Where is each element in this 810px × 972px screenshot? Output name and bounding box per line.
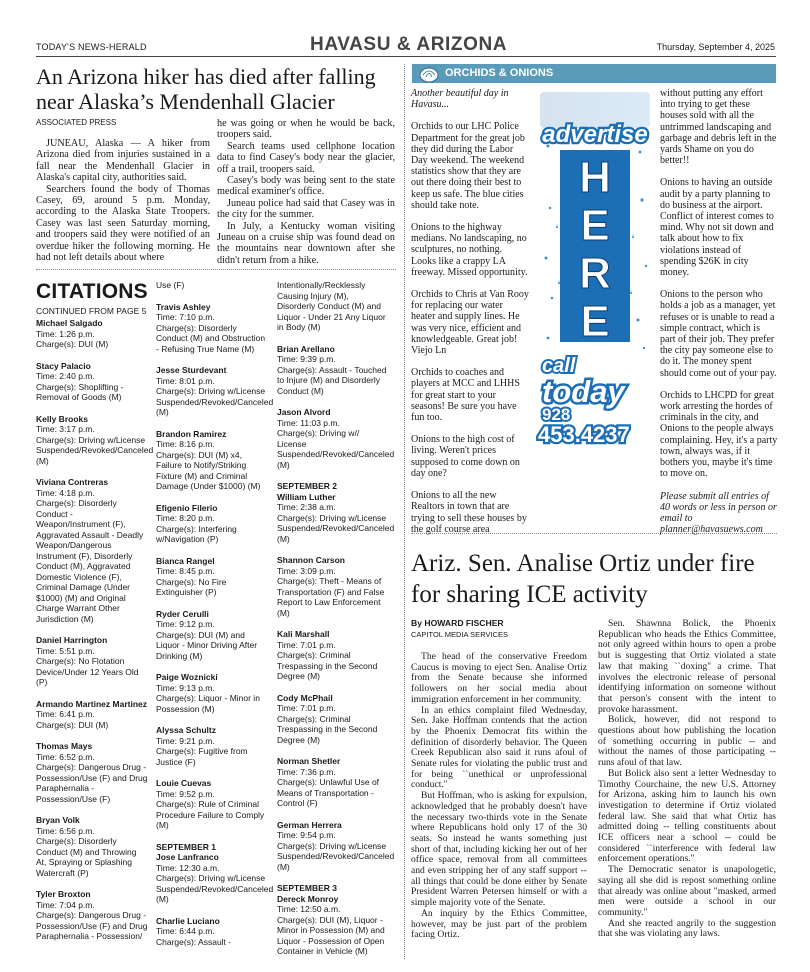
citation-entry bbox=[156, 503, 268, 545]
citation-time: Time: 7:01 p.m. bbox=[277, 703, 336, 713]
orchids-entry: Onions to all the new Realtors in town that are trying to sell these houses by the golf course area bbox=[411, 490, 527, 535]
citation-continued: Use (F) bbox=[156, 280, 185, 290]
citation-name: Dereck Monroy bbox=[277, 893, 339, 904]
ad-letter: E bbox=[580, 297, 610, 346]
citation-name: Bryan Volk bbox=[36, 815, 80, 825]
citation-name: Jose Lanfranco bbox=[156, 852, 219, 862]
citation-name: Brian Arellano bbox=[277, 343, 335, 354]
citation-entry bbox=[156, 429, 268, 492]
citation-name: Kelly Brooks bbox=[36, 413, 88, 424]
ortiz-column-2 bbox=[598, 619, 776, 940]
ortiz-source: CAPITOL MEDIA SERVICES bbox=[411, 630, 508, 639]
citation-charges: Charge(s): Driving w// License Suspended/Revoked/Canceled (M) bbox=[277, 428, 395, 470]
citation-entry bbox=[277, 756, 389, 809]
citation-time: Time: 6:52 p.m. bbox=[36, 751, 95, 762]
citation-charges: Charge(s): Driving w/License Suspended/Revoked/Canceled (M) bbox=[36, 434, 154, 466]
orchids-entry: Onions to the high cost of living. Weren't prices supposed to come down on day one? bbox=[411, 434, 520, 479]
citation-entry bbox=[277, 693, 389, 746]
citation-entry bbox=[36, 815, 148, 878]
citation-name: Jason Alvord bbox=[277, 407, 331, 417]
citation-time: Time: 7:10 p.m. bbox=[156, 312, 215, 322]
citation-name: Jesse Sturdevant bbox=[156, 365, 227, 375]
orchids-entry: Orchids to our LHC Police Department for the great job they did during the Labor Day weekend. The weekend statistics show that they are out there doing their best to keep us safe. The blue cities should take note. bbox=[411, 121, 525, 211]
section-divider bbox=[36, 269, 396, 270]
citation-name: Armando Martinez Martinez bbox=[36, 698, 147, 709]
ortiz-paragraph: In an ethics complaint filed Wednesday, Sen. Jake Hoffman contends that the action by the Phoenix Democrat fits within the definition of disorderly behavior. The Queen Creek Republican also said it runs afoul of Senate rules for violating the public trust and for being ``unethical or unprofessional conduct.'' bbox=[411, 704, 587, 791]
citation-entry bbox=[156, 916, 268, 948]
citation-name: Louie Cuevas bbox=[156, 778, 212, 788]
citation-charges: Charge(s): Driving w/License Suspended/Revoked/Canceled (M) bbox=[277, 512, 395, 544]
citation-time: Time: 8:16 p.m. bbox=[156, 439, 215, 449]
ad-phone-number: 453.4237 bbox=[538, 422, 630, 447]
citation-name: Thomas Mays bbox=[36, 741, 93, 751]
citation-charges: Charge(s): No Flotation Device/Under 12 Years Old (P) bbox=[36, 656, 139, 687]
citation-entry bbox=[156, 672, 268, 714]
citation-entry bbox=[277, 629, 389, 682]
citation-date-header: SEPTEMBER 1 bbox=[156, 841, 216, 852]
citation-entry bbox=[156, 556, 268, 598]
citation-time: Time: 12:50 a.m. bbox=[277, 904, 341, 914]
citation-time: Time: 2:38 a.m. bbox=[277, 502, 336, 512]
citation-entry bbox=[156, 365, 274, 418]
citation-entry bbox=[36, 413, 154, 467]
citation-charges: Charge(s): Assault - bbox=[156, 936, 232, 947]
citation-continued: Intentionally/Recklessly Causing Injury (M), Disorderly Conduct (M) and Liquor - Under 21 Any Liquor in Body (M) bbox=[277, 280, 386, 332]
citation-name: Efigenio Filerio bbox=[156, 502, 218, 513]
citation-entry bbox=[277, 555, 389, 618]
lead-headline[interactable]: An Arizona hiker has died after falling near Alaska’s Mendenhall Glacier bbox=[36, 64, 376, 114]
ad-letter: E bbox=[580, 201, 610, 250]
citation-name: Shannon Carson bbox=[277, 555, 346, 565]
citation-entry bbox=[36, 477, 148, 624]
ad-letter: R bbox=[579, 249, 611, 298]
citation-name: Daniel Harrington bbox=[36, 635, 108, 645]
citation-entry bbox=[277, 819, 395, 873]
orchids-entry: Orchids to LHCPD for great work arresting the hordes of criminals in the city, and Onions to the people always complaining. Hey, it's a party town, always was, if it bothers you, maybe it's time to move on. bbox=[660, 389, 778, 480]
citation-date-header: SEPTEMBER 2 bbox=[277, 481, 337, 491]
citation-time: Time: 7:36 p.m. bbox=[277, 766, 336, 777]
ortiz-paragraph: Sen. Shawnna Bolick, the Phoenix Republican who heads the Ethics Committee, not only agreed within hours to open a probe but is suggesting that Ortiz violated a state law that making ``doxing'' a crime. That involves the electronic release of personal identifying information on someone without that person's consent with the intent to provoke harassment. bbox=[598, 618, 776, 715]
orchids-entry: Orchids to Chris at Van Rooy for replacing our water heater and supply lines. He was very nice, efficient and knowledgeable. Great job! Viejo Ln bbox=[411, 289, 529, 357]
citations-continued: CONTINUED FROM PAGE 5 bbox=[36, 306, 147, 316]
citation-time: Time: 8:01 p.m. bbox=[156, 375, 215, 386]
citation-entry bbox=[277, 344, 389, 397]
orchids-intro: Another beautiful day in Havasu... bbox=[411, 88, 509, 111]
orchids-column-3 bbox=[660, 88, 778, 546]
citation-date-header: SEPTEMBER 3 bbox=[277, 883, 337, 893]
citations-column-1 bbox=[36, 318, 154, 953]
ad-letter: H bbox=[579, 153, 611, 202]
citation-time: Time: 6:56 p.m. bbox=[36, 825, 95, 836]
lead-paragraph: Juneau police had said that Casey was in the city for the summer. bbox=[217, 197, 395, 221]
orchids-entry: Orchids to coaches and players at MCC and LHHS for great start to your seasons! Be sure you have fun too. bbox=[411, 367, 520, 424]
citation-charges: Charge(s): Assault - Touched to Injure (M) and Disorderly Conduct (M) bbox=[277, 364, 387, 396]
citation-time: Time: 9:12 p.m. bbox=[156, 619, 215, 629]
citation-name: Cody McPhail bbox=[277, 692, 333, 703]
lead-byline: ASSOCIATED PRESS bbox=[36, 118, 117, 127]
citation-entry bbox=[156, 841, 274, 905]
ad-word-advertise: advertise bbox=[542, 121, 648, 148]
citation-name: Charlie Luciano bbox=[156, 915, 220, 926]
citation-time: Time: 2:40 p.m. bbox=[36, 371, 95, 381]
citation-name: Viviana Contreras bbox=[36, 477, 109, 487]
citation-time: Time: 6:41 p.m. bbox=[36, 709, 95, 719]
citation-charges: Charge(s): Fugitive from Justice (F) bbox=[156, 746, 248, 767]
citation-time: Time: 9:39 p.m. bbox=[277, 354, 336, 364]
citation-entry bbox=[277, 883, 389, 957]
ortiz-headline[interactable]: Ariz. Sen. Analise Ortiz under fire for sharing ICE activity bbox=[411, 550, 755, 608]
lead-paragraph: In July, a Kentucky woman visiting Juneau on a cruise ship was found dead on the mountains near downtown after she didn't return from a hike. bbox=[217, 220, 395, 266]
citation-charges: Charge(s): Interfering w/Navigation (P) bbox=[156, 523, 237, 544]
citation-entry bbox=[156, 778, 268, 831]
citation-name: Michael Salgado bbox=[36, 318, 103, 328]
ortiz-paragraph: But Bolick also sent a letter Wednesday to Timothy Courchaine, the new U.S. Attorney for Arizona, asking him to launch his own investigation to determine if Ortiz violated federal law. She said that what Ortiz has admitted doing -- telling constituents about ICE officers near a school -- could be considered ``interference with federal law enforcement operations.'' bbox=[598, 767, 776, 865]
citation-time: Time: 5:51 p.m. bbox=[36, 645, 95, 656]
citation-time: Time: 9:13 p.m. bbox=[156, 682, 215, 693]
citation-name: Norman Shetler bbox=[277, 756, 341, 766]
citation-name: Brandon Ramirez bbox=[156, 428, 227, 439]
lead-paragraph: Search teams used cellphone location data to find Casey's body near the glacier, off a trail, troopers said. bbox=[217, 140, 395, 175]
lead-paragraph: JUNEAU, Alaska — A hiker from Arizona died from injuries sustained in a fall near the Mendenhall Glacier in Alaska's capital city, authorities said. bbox=[36, 138, 210, 184]
advertise-here-ad[interactable] bbox=[536, 88, 654, 448]
ad-area-code: 928 bbox=[542, 405, 571, 424]
citation-time: Time: 8:45 p.m. bbox=[156, 566, 215, 576]
citation-charges: Charge(s): Criminal Trespassing in the Second Degree (M) bbox=[277, 713, 378, 745]
citation-name: Stacy Palacio bbox=[36, 360, 91, 371]
citation-entry bbox=[277, 481, 395, 544]
orchids-onions-title: ORCHIDS & ONIONS bbox=[445, 67, 554, 79]
citation-name: German Herrera bbox=[277, 819, 342, 830]
citation-entry bbox=[36, 635, 148, 688]
citation-time: Time: 4:18 p.m. bbox=[36, 487, 95, 498]
ortiz-paragraph: But Hoffman, who is asking for expulsion, acknowledged that he probably doesn't have the necessary two-thirds vote in the Senate where Republicans hold only 17 of the 30 seats. So instead he wants something just short of that, including kicking her out of her office space, removal from all committees and even stripping her of any staff support -- all things that could be done either by Senate President Warren Petersen himself or with a simple majority vote of the Senate. bbox=[411, 790, 587, 909]
citation-charges: Charge(s): Unlawful Use of Means of Transportation - Control (F) bbox=[277, 777, 380, 808]
ortiz-paragraph: And she reacted angrily to the suggestion that she was violating any laws. bbox=[598, 917, 776, 940]
citation-name: Travis Ashley bbox=[156, 301, 211, 312]
lead-paragraph-continued: he was going or when he would be back, troopers said. bbox=[217, 118, 395, 141]
citation-entry bbox=[156, 609, 268, 662]
citation-charges: Charge(s): Shoplifting - Removal of Goods (M) bbox=[36, 381, 124, 402]
column-divider bbox=[404, 64, 405, 959]
orchids-entry: Onions to the person who holds a job as a manager, yet refuses or is unable to read a simple contract, which is part of their job. They prefer the city pay someone else to do it. The money spent should come out of your pay. bbox=[660, 289, 777, 379]
citation-entry bbox=[156, 725, 268, 767]
masthead-rule bbox=[36, 56, 776, 57]
citation-time: Time: 9:54 p.m. bbox=[277, 830, 336, 840]
citation-time: Time: 9:21 p.m. bbox=[156, 735, 215, 746]
citations-title: CITATIONS bbox=[36, 280, 148, 303]
citation-entry bbox=[36, 699, 148, 731]
citation-time: Time: 9:52 p.m. bbox=[156, 788, 215, 799]
citation-charges: Charge(s): DUI (M), Liquor - Minor in Possession (M) and Liquor - Possession of Open Container in Vehicle (M) bbox=[277, 914, 385, 956]
citation-name: William Luther bbox=[277, 491, 336, 502]
citation-time: Time: 3:09 p.m. bbox=[277, 565, 336, 576]
citation-time: Time: 3:17 p.m. bbox=[36, 424, 95, 434]
lead-column-2 bbox=[217, 118, 395, 266]
section-title: HAVASU & ARIZONA bbox=[310, 34, 508, 55]
ortiz-paragraph: The head of the conservative Freedom Caucus is moving to eject Sen. Analise Ortiz from the Senate because she informed followers on her social media about immigration enforcement in her community. bbox=[411, 651, 587, 705]
ad-word-call: call bbox=[542, 355, 576, 377]
lead-paragraph: Searchers found the body of Thomas Casey, 69, around 5 p.m. Monday, according to the Alaska State Troopers. Casey was last seen Saturday morning, and troopers said they were notified of an overdue hiker the following morning. He had not left details about where bbox=[36, 183, 210, 264]
citation-entry bbox=[36, 889, 148, 942]
submission-note[interactable]: Please submit all entries of 40 words or less in person or email to planner@havasuews.com bbox=[660, 490, 777, 536]
lead-paragraph: Casey's body was being sent to the state medical examiner's office. bbox=[217, 175, 395, 198]
citation-name: Bianca Rangel bbox=[156, 555, 215, 566]
citation-charges: Charge(s): Dangerous Drug - Possession/Use (F) and Drug Paraphernalia - Possession/Use (F) bbox=[36, 762, 148, 804]
ortiz-paragraph: Bolick, however, did not respond to questions about how publishing the location of something occurring in public -- and without the names of those participating -- runs afoul of that law. bbox=[598, 714, 776, 769]
citation-charges: Charge(s): DUI (M) bbox=[36, 339, 109, 349]
citation-time: Time: 12:30 a.m. bbox=[156, 862, 220, 873]
citation-entry bbox=[277, 407, 395, 470]
ad-word-today: today bbox=[542, 374, 625, 409]
orchids-entry: Onions to having an outside audit by a party planning to do business at the airport. Conflict of interest comes to mind. Why not sit down and talk about how to fix violations instead of spending $26K in city money. bbox=[660, 177, 774, 279]
citation-entry bbox=[36, 361, 148, 403]
citation-charges: Charge(s): DUI (M) x4, Failure to Notify/Striking Fixture (M) and Criminal Damage (Under $1000) (M) bbox=[156, 449, 261, 491]
citation-charges: Charge(s): Criminal Trespassing in the Second Degree (M) bbox=[277, 650, 378, 681]
orchids-entry: Onions to the highway medians. No landscaping, no sculptures, no nothing. Looks like a crappy LA freeway. Missed opportunity. bbox=[411, 222, 528, 278]
citation-charges: Charge(s): Disorderly Conduct (M) and Throwing At, Spraying or Splashing Watercraft (P) bbox=[36, 836, 137, 878]
citation-time: Time: 8:20 p.m. bbox=[156, 513, 215, 523]
citations-column-2 bbox=[156, 280, 274, 958]
citation-time: Time: 1:26 p.m. bbox=[36, 328, 95, 339]
citation-charges: Charge(s): Theft - Means of Transportation (F) and False Report to Law Enforcement (M) bbox=[277, 576, 385, 618]
ortiz-byline: By HOWARD FISCHER bbox=[411, 618, 504, 628]
citation-charges: Charge(s): Driving w/License Suspended/Revoked/Canceled (M) bbox=[156, 873, 274, 904]
ortiz-column-1 bbox=[411, 652, 587, 941]
citation-time: Time: 11:03 p.m. bbox=[277, 417, 340, 428]
citations-column-3 bbox=[277, 280, 395, 968]
citation-charges: Charge(s): Disorderly Conduct (M) and Obstruction - Refusing True Name (M) bbox=[156, 322, 266, 354]
citation-entry bbox=[156, 302, 268, 355]
citation-entry bbox=[36, 318, 148, 350]
citation-time: Time: 6:44 p.m. bbox=[156, 926, 215, 936]
citation-time: Time: 7:01 p.m. bbox=[277, 639, 336, 650]
ortiz-paragraph: An inquiry by the Ethics Committee, however, may be just part of the problem facing Ortiz. bbox=[411, 907, 587, 941]
citation-charges: Charge(s): DUI (M) and Liquor - Minor Driving After Drinking (M) bbox=[156, 629, 258, 661]
orchids-column-1 bbox=[411, 88, 529, 546]
citation-entry bbox=[36, 741, 148, 804]
paper-name: TODAY'S NEWS-HERALD bbox=[36, 42, 147, 52]
citation-charges: Charge(s): Rule of Criminal Procedure Failure to Comply (M) bbox=[156, 799, 265, 830]
citation-time: Time: 7:04 p.m. bbox=[36, 899, 95, 910]
citation-name: Paige Woznicki bbox=[156, 672, 218, 682]
citation-charges: Charge(s): Dangerous Drug - Possession/Use (F) and Drug Paraphernalia - Possession/ bbox=[36, 910, 148, 941]
citation-name: Kali Marshall bbox=[277, 629, 330, 639]
citation-charges: Charge(s): DUI (M) bbox=[36, 719, 109, 730]
citation-charges: Charge(s): No Fire Extinguisher (P) bbox=[156, 576, 227, 597]
issue-date: Thursday, September 4, 2025 bbox=[656, 42, 775, 52]
citation-name: Tyler Broxton bbox=[36, 889, 91, 899]
citation-name: Alyssa Schultz bbox=[156, 725, 216, 735]
lead-column-1 bbox=[36, 138, 210, 263]
citation-charges: Charge(s): Disorderly Conduct - Weapon/Instrument (F), Aggravated Assault - Deadly Weapon/Dangerous Instrument (F), Disorderly Conduct (M), Aggravated Domestic Violence (F), Criminal Damage (Under $1000) (M) and Original Charge Warrant Other Jurisdiction (M) bbox=[36, 498, 144, 624]
orchids-entry: without putting any effort into trying to get these houses sold with all the untrimmed landscaping and garbage and debris left in the yards Shame on you do better!! bbox=[660, 88, 777, 167]
ortiz-paragraph: The Democratic senator is unapologetic, saying all she did is repost something online that already was online about "masked, armed men were outside a school in our community." bbox=[598, 864, 776, 918]
citation-name: Ryder Cerulli bbox=[156, 608, 209, 619]
citation-charges: Charge(s): Driving w/License Suspended/Revoked/Canceled (M) bbox=[277, 840, 395, 872]
onion-icon bbox=[418, 65, 440, 83]
citation-charges: Charge(s): Liquor - Minor in Possession (M) bbox=[156, 693, 260, 714]
citation-charges: Charge(s): Driving w/License Suspended/Revoked/Canceled (M) bbox=[156, 386, 274, 417]
